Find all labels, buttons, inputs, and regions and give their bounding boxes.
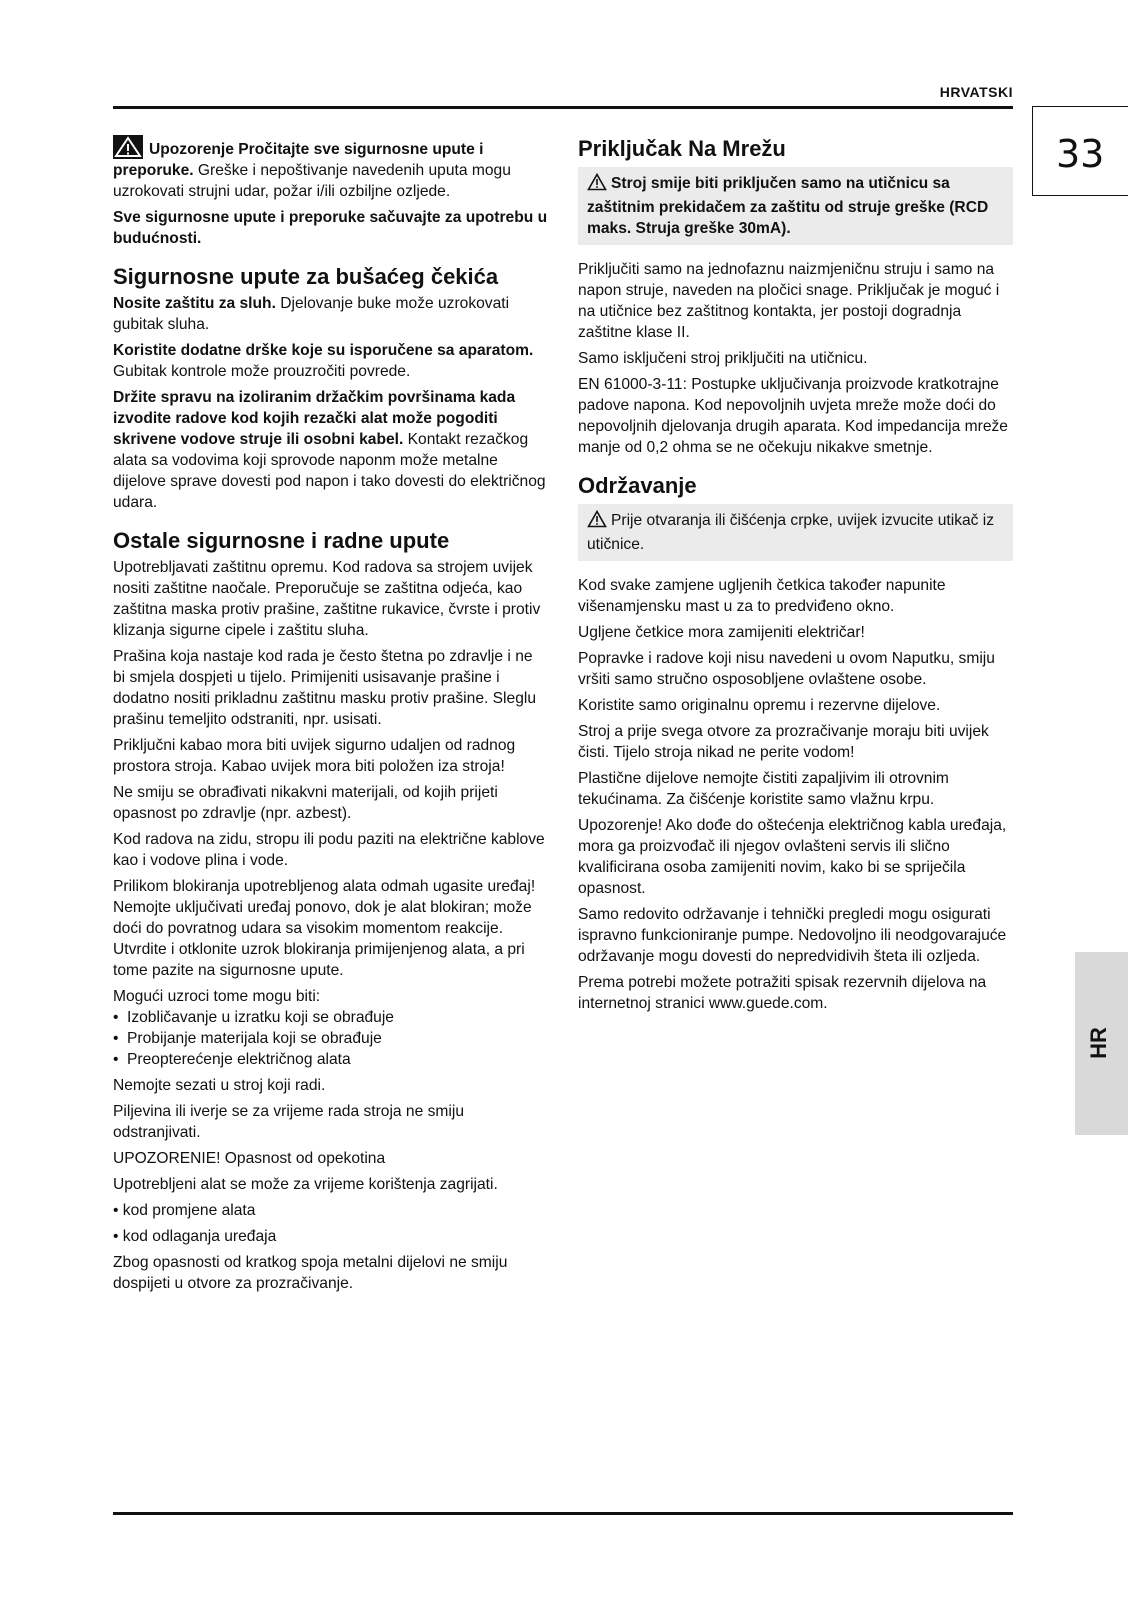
maintenance-paragraph: Plastične dijelove nemojte čistiti zapaljivim ili otrovnim tekućinama. Za čišćenje koristite samo vlažnu krpu. xyxy=(578,770,949,808)
burn-warning: UPOZORENIE! Opasnost od opekotina xyxy=(113,1150,386,1167)
mains-paragraph: Samo isključeni stroj priključiti na utičnicu. xyxy=(578,350,868,367)
intro-warning xyxy=(113,135,548,202)
list-item: • Probijanje materijala koji se obrađuje xyxy=(113,1028,548,1049)
warning-icon xyxy=(587,173,607,197)
maintenance-paragraph: Ugljene četkice mora zamijeniti električar! xyxy=(578,624,865,641)
other-safety-paragraph: Prilikom blokiranja upotrebljenog alata odmah ugasite uređaj! Nemojte uključivati uređaj ponovo, dok je alat blokiran; može doći do povratnog udara sa visokim momentom reakcije. Utvrdite i otklonite uzrok blokiranja primijenjenog alata, a pri tome pazite na sigurnosne upute. xyxy=(113,878,536,979)
maintenance-warning-text: Prije otvaranja ili čišćenja crpke, uvijek izvucite utikač iz utičnice. xyxy=(587,512,995,553)
other-safety-paragraph: Ne smiju se obrađivati nikakvni materijali, od kojih prijeti opasnost po zdravlje (npr. azbest). xyxy=(113,784,498,822)
intro-warning-text: Greške i nepoštivanje navedenih uputa mogu uzrokovati strujni udar, požar i/ili ozbiljne ozljede. xyxy=(113,162,511,200)
bottom-rule xyxy=(113,1512,1013,1515)
other-safety-paragraph: Prašina koja nastaje kod rada je često štetna po zdravlje i ne bi smjela dospjeti u tijelo. Primijeniti usisavanje prašine i dodatno nositi prikladnu zaštitnu masku protiv prašine. Sleglu prašinu temeljito odstraniti, npr. usisati. xyxy=(113,648,537,728)
maintenance-warning-box xyxy=(578,504,1013,561)
other-safety-paragraph: Zbog opasnosti od kratkog spoja metalni dijelovi ne smiju dospijeti u otvore za prozračivanje. xyxy=(113,1254,508,1292)
mains-paragraph: Priključiti samo na jednofaznu naizmjeničnu struju i samo na napon struje, naveden na pločici snage. Priključak je moguć i na utičnice bez zaštitnog kontakta, jer postoji dogradnja zaštitne klase II. xyxy=(578,261,1000,341)
list-item: • kod odlaganja uređaja xyxy=(113,1228,277,1245)
mains-paragraph: EN 61000-3-11: Postupke uključivanja proizvode kratkotrajne padove napona. Kod nepovoljnih uvjeta mreže može doći do nepovoljnih djelovanja drugih aparata. Kod impedancija mreže manje od 0,2 ohma se ne očekuju nikakve smetnje. xyxy=(578,376,1008,456)
language-header: HRVATSKI xyxy=(939,84,1013,100)
maintenance-paragraph: Upozorenje! Ako dođe do oštećenja električnog kabla uređaja, mora ga proizvođač ili njegov ovlašteni servis ili slično kvalificirana osoba zamijeniti novim, kako bi se spriječila opasnost. xyxy=(578,817,1007,897)
warning-icon xyxy=(113,135,143,159)
heading-hammer-safety: Sigurnosne upute za bušaćeg čekića xyxy=(113,264,499,289)
maintenance-paragraph: Samo redovito održavanje i tehnički pregledi mogu osigurati ispravno funkcioniranje pumpe. Nedovoljno ili neodgovarajuće održavanje mogu dovesti do nepredvidivih šteta ili ozljeda. xyxy=(578,906,1007,965)
insulated-grip-bold: Držite spravu na izoliranim držačkim površinama kada izvodite radove kod kojih rezački alat može pogoditi skrivene vodove struje ili osobni kabel. xyxy=(113,389,516,448)
heading-maintenance: Održavanje xyxy=(578,473,697,498)
heading-other-safety: Ostale sigurnosne i radne upute xyxy=(113,528,450,553)
other-safety-paragraph: Upotrebljeni alat se može za vrijeme korištenja zagrijati. xyxy=(113,1176,498,1193)
other-safety-paragraph: Piljevina ili iverje se za vrijeme rada stroja ne smiju odstranjivati. xyxy=(113,1103,464,1141)
warning-icon xyxy=(587,510,607,534)
mains-warning-box xyxy=(578,167,1013,245)
list-item: • kod promjene alata xyxy=(113,1202,256,1219)
causes-intro: Mogući uzroci tome mogu biti: xyxy=(113,988,321,1005)
other-safety-paragraph: Kod radova na zidu, stropu ili podu paziti na električne kablove kao i vodove plina i vode. xyxy=(113,831,545,869)
list-item: • Izobličavanje u izratku koji se obrađuje xyxy=(113,1007,548,1028)
top-rule xyxy=(113,106,1013,109)
mains-warning-text: Stroj smije biti priključen samo na utičnicu sa zaštitnim prekidačem za zaštitu od struje greške (RCD maks. Struja greške 30mA). xyxy=(587,175,989,237)
hearing-protection-paragraph xyxy=(113,293,548,335)
intro-keep-instructions: Sve sigurnosne upute i preporuke sačuvajte za upotrebu u budućnosti. xyxy=(113,209,548,247)
handles-bold: Koristite dodatne drške koje su isporučene sa aparatom. xyxy=(113,342,534,359)
insulated-grip-paragraph xyxy=(113,387,548,513)
other-safety-paragraph: Priključni kabao mora biti uvijek sigurno udaljen od radnog prostora stroja. Kabao uvijek mora biti položen iza stroja! xyxy=(113,737,516,775)
hearing-protection-text: Djelovanje buke može uzrokovati gubitak sluha. xyxy=(113,295,510,333)
right-column xyxy=(578,135,1013,1019)
maintenance-paragraph: Koristite samo originalnu opremu i rezervne dijelove. xyxy=(578,697,941,714)
maintenance-paragraph: Stroj a prije svega otvore za prozračivanje moraju biti uvijek čisti. Tijelo stroja nikad ne perite vodom! xyxy=(578,723,989,761)
language-tab-label: HR xyxy=(1085,1027,1111,1059)
maintenance-paragraph: Kod svake zamjene ugljenih četkica također napunite višenamjensku mast u za to predviđeno okno. xyxy=(578,577,946,615)
insulated-grip-text: Kontakt rezačkog alata sa vodovima koji sprovode naponm može metalne dijelove sprave dovesti pod napon i tako dovesti do električnog udara. xyxy=(113,431,546,511)
hearing-protection-bold: Nosite zaštitu za sluh. xyxy=(113,295,276,312)
heading-mains-connection: Priključak Na Mrežu xyxy=(578,136,786,161)
maintenance-paragraph: Prema potrebi možete potražiti spisak rezervnih dijelova na internetnoj stranici www.guede.com. xyxy=(578,974,987,1012)
list-item: • Preopterećenje električnog alata xyxy=(113,1049,548,1070)
other-safety-paragraph: Nemojte sezati u stroj koji radi. xyxy=(113,1077,326,1094)
causes-list xyxy=(113,1007,548,1070)
handles-text: Gubitak kontrole može prouzročiti povrede. xyxy=(113,363,411,380)
left-column xyxy=(113,135,548,1299)
intro-warning-bold: Upozorenje Pročitajte sve sigurnosne upute i preporuke. xyxy=(113,141,484,179)
handles-paragraph xyxy=(113,340,548,382)
page-number: 33 xyxy=(1056,132,1105,176)
maintenance-paragraph: Popravke i radove koji nisu navedeni u ovom Naputku, smiju vršiti samo stručno osposobljene ovlaštene osobe. xyxy=(578,650,995,688)
other-safety-paragraph: Upotrebljavati zaštitnu opremu. Kod radova sa strojem uvijek nositi zaštitne naočale. Preporučuje se zaštitna odjeća, kao zaštitna maska protiv prašine, zaštitne rukavice, čvrste i protiv klizanja sigurne cipele i zaštitu sluha. xyxy=(113,559,541,639)
